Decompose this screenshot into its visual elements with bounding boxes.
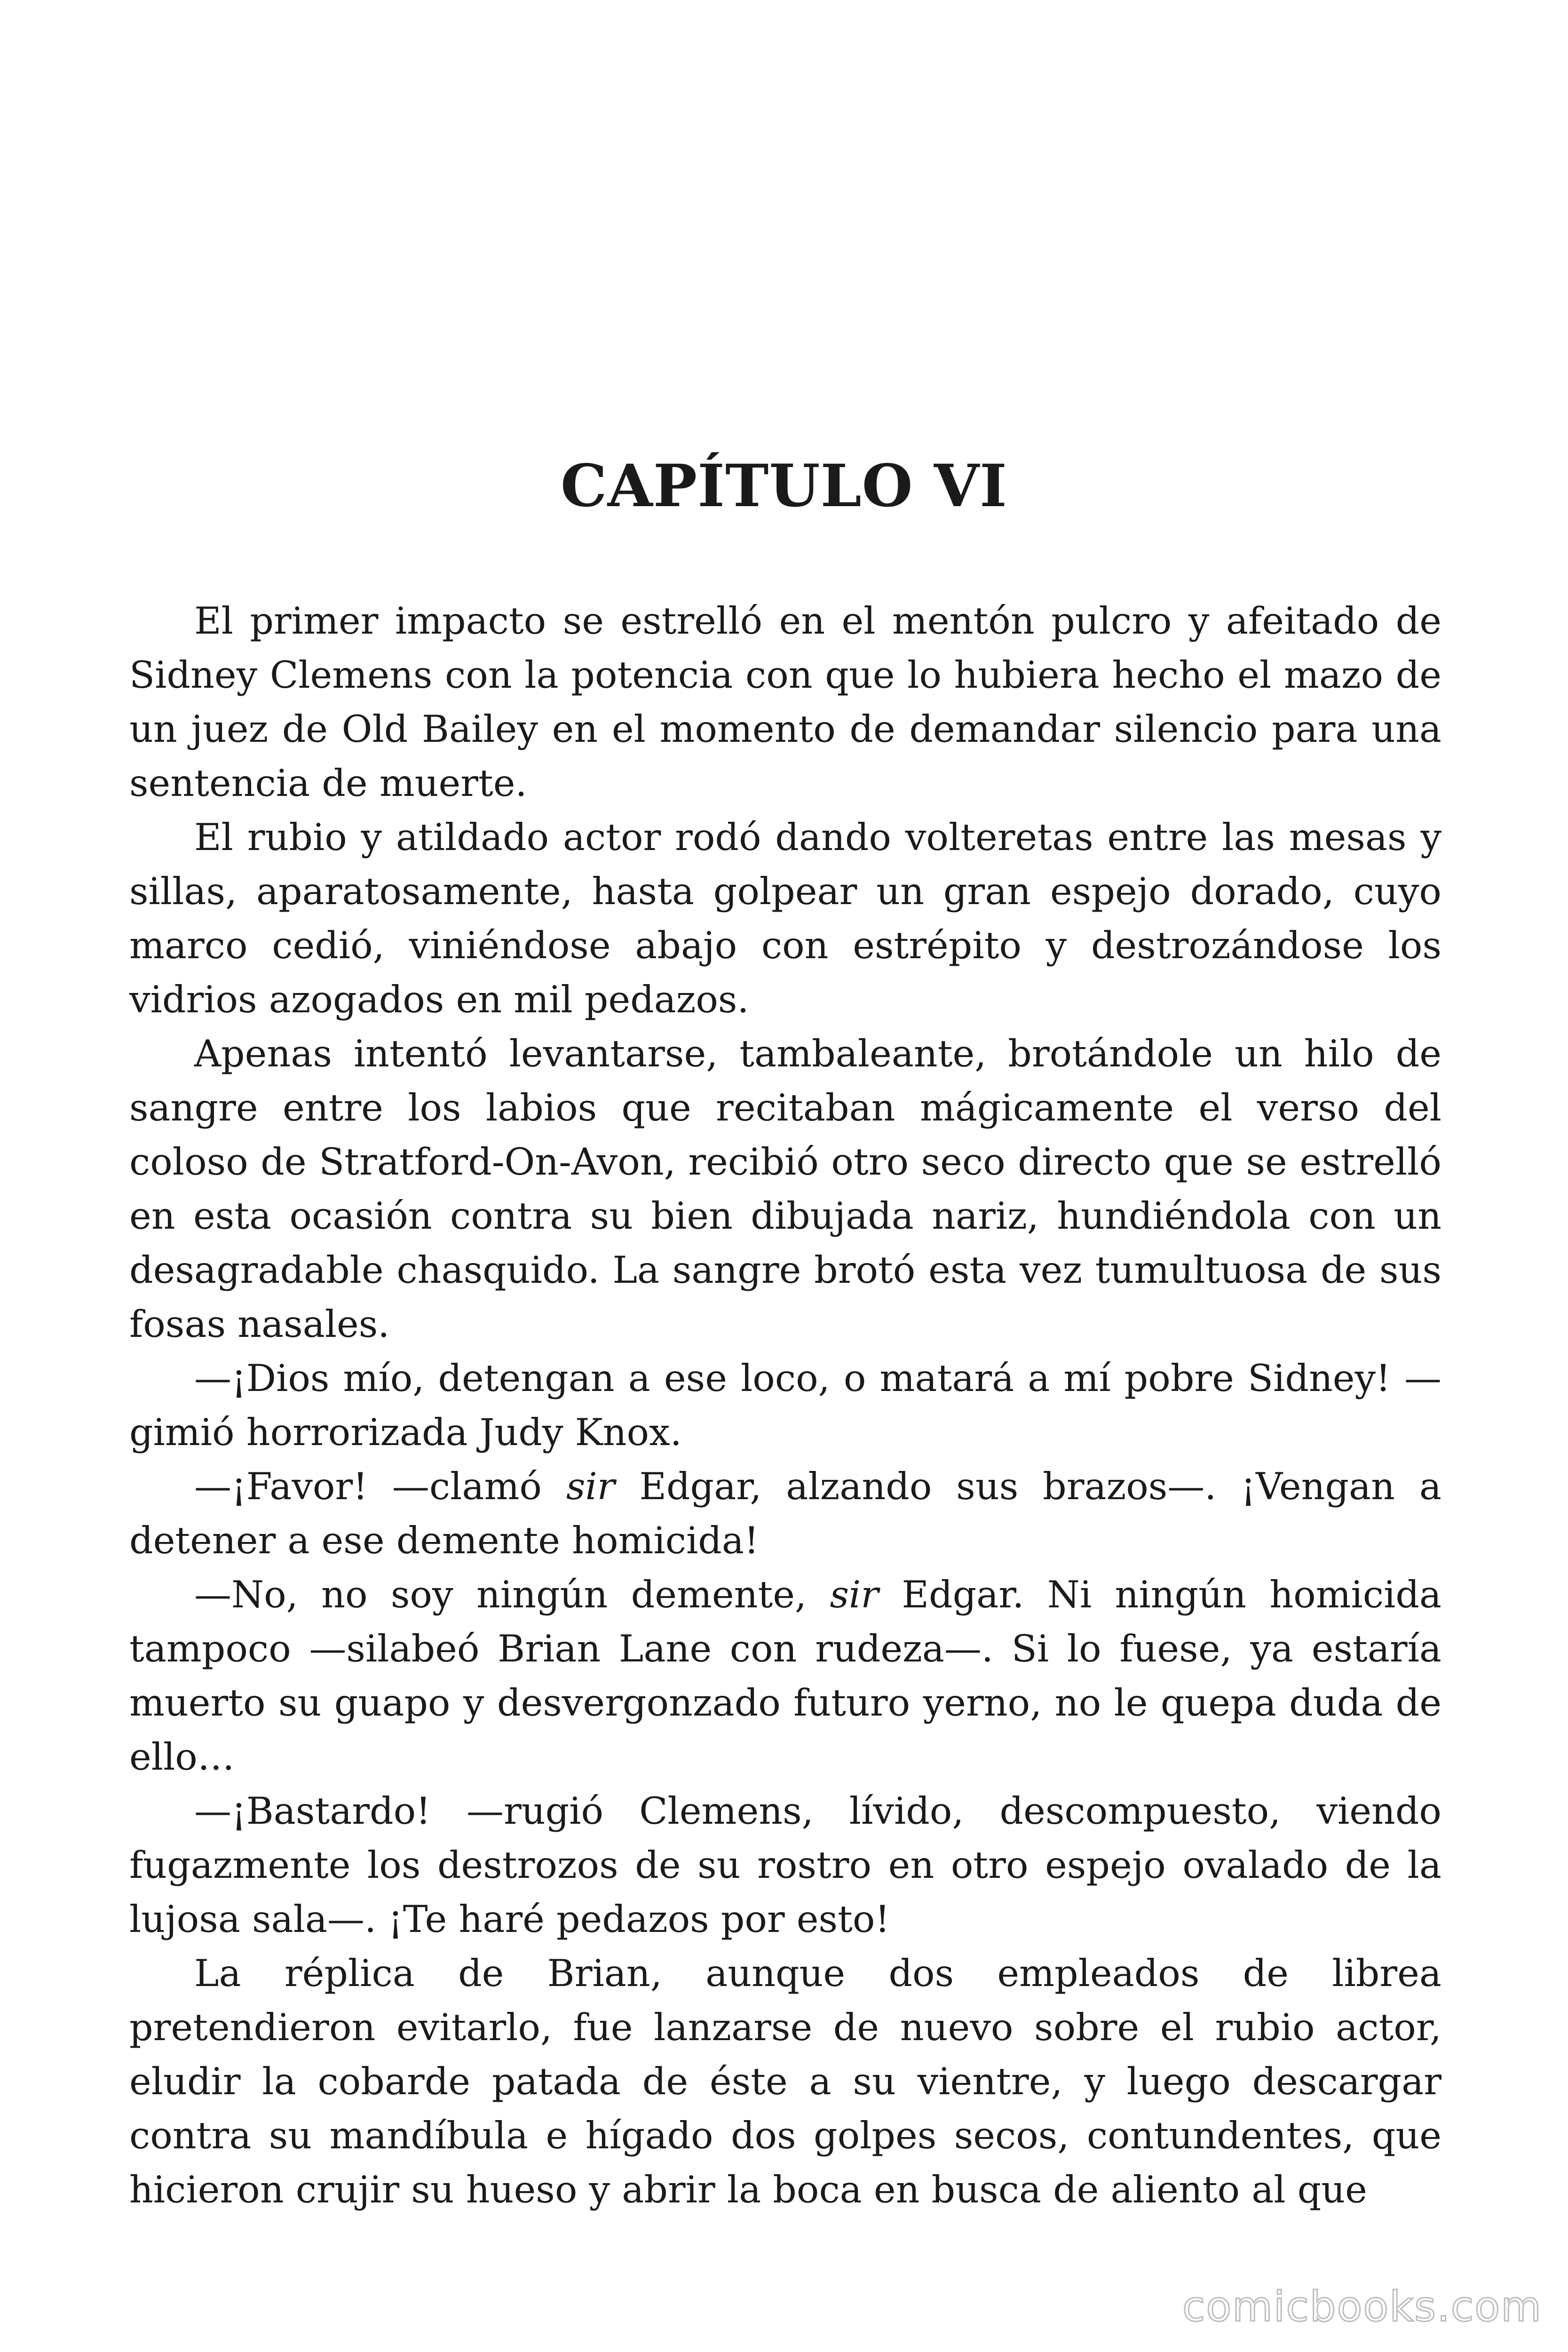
text-run: Apenas intentó levantarse, tambaleante, brotándole un hilo de sangre entre los labios que recitaban mágicamente el verso del coloso de Stratford-On-Avon, recibió otro seco directo que se estrelló en esta ocasión contra su bien dibujada nariz, hundiéndola con un desagradable chasquido. La sangre brotó esta vez tumultuosa de sus fosas nasales. xyxy=(129,1032,1441,1346)
text-run: —¡Favor! —clamó xyxy=(194,1465,566,1508)
text-run: La réplica de Brian, aunque dos empleados de librea pretendieron evitarlo, fue lanzarse de nuevo sobre el rubio actor, eludir la cobarde patada de éste a su vientre, y luego descargar contra su mandíbula e hígado dos golpes secos, contundentes, que hicieron crujir su hueso y abrir la boca en busca de aliento al que xyxy=(129,1952,1441,2211)
paragraph xyxy=(129,1351,1441,1460)
watermark: comicbooks.com xyxy=(1182,2282,1542,2331)
paragraph xyxy=(129,1784,1441,1947)
text-run: Edgar. Ni ningún homicida tampoco —silabeó Brian Lane con rudeza—. Si lo fuese, ya estaría muerto su guapo y desvergonzado futuro yerno, no le quepa duda de ello… xyxy=(129,1573,1441,1779)
body-text xyxy=(129,594,1441,2217)
chapter-title: CAPÍTULO VI xyxy=(560,452,1008,520)
text-run: —¡Bastardo! —rugió Clemens, lívido, descompuesto, viendo fugazmente los destrozos de su rostro en otro espejo ovalado de la lujosa sala—. ¡Te haré pedazos por esto! xyxy=(129,1789,1441,1941)
paragraph xyxy=(129,1947,1441,2217)
text-run: —¡Dios mío, detengan a ese loco, o matará a mí pobre Sidney! —gimió horrorizada Judy Knox. xyxy=(129,1357,1441,1454)
text-run: El rubio y atildado actor rodó dando volteretas entre las mesas y sillas, aparatosamente, hasta golpear un gran espejo dorado, cuyo marco cedió, viniéndose abajo con estrépito y destrozándose los vidrios azogados en mil pedazos. xyxy=(129,816,1441,1021)
paragraph xyxy=(129,1460,1441,1568)
text-run: —No, no soy ningún demente, xyxy=(194,1573,830,1616)
text-run: Edgar, alzando sus brazos—. ¡Vengan a detener a ese demente homicida! xyxy=(129,1465,1442,1562)
italic-text-run: sir xyxy=(566,1465,615,1508)
italic-text-run: sir xyxy=(830,1573,879,1616)
paragraph xyxy=(129,594,1441,810)
text-run: El primer impacto se estrelló en el mentón pulcro y afeitado de Sidney Clemens con la potencia con que lo hubiera hecho el mazo de un juez de Old Bailey en el momento de demandar silencio para una sentencia de muerte. xyxy=(129,599,1441,805)
paragraph xyxy=(129,810,1441,1027)
paragraph xyxy=(129,1027,1441,1351)
paragraph xyxy=(129,1568,1441,1784)
